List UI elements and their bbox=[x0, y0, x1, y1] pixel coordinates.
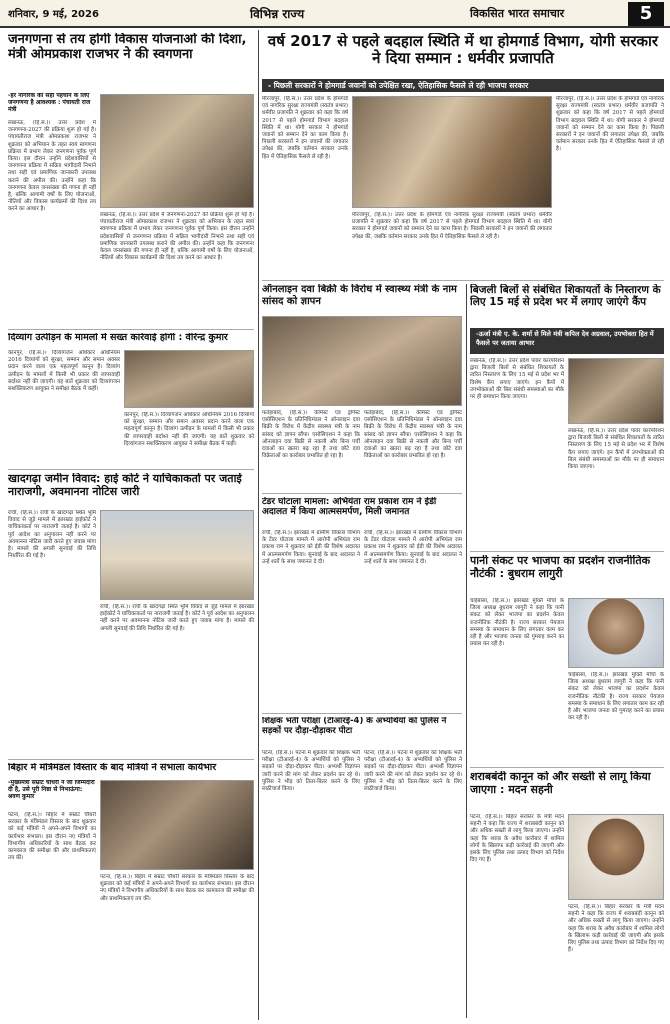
photo-portrait-lagoori bbox=[568, 598, 664, 668]
article-divyang-body: कानपुर, (हि.स.)। दिव्यांगजन अधिकार अधिनियम 2016 दिव्यांगों को सुरक्षा, सम्मान और समान अवसर प्रदान करने वाला एक महत्वपूर्ण कानून है। दिव्यांग उत्पीड़न के मामलों में किसी भी प्रकार की लापरवाही बर्दाश्त नहीं की जाएगी। यह बातें शुक्रवार को दिव्यांगजन सशक्तिकरण आयुक्त ने समीक्षा बैठक में कहीं। bbox=[8, 350, 120, 393]
article-homeguard-strap: - पिछली सरकारों ने होमगार्ड जवानों को उपेक्षित रखा, ऐतिहासिक फैसले ले रही भाजपा सरकार bbox=[262, 79, 664, 92]
column-divider bbox=[258, 30, 259, 1020]
page-header bbox=[0, 0, 670, 28]
article-court-body-cont: रांची, (हि.स.)। रांची के खादगढ़ा स्थित भूमि विवाद से जुड़े मामले में झारखंड हाईकोर्ट ने याचिकाकर्ता पर नाराजगी जताई है। कोर्ट ने पूर्व आदेश का अनुपालन नहीं करने पर अवमानना नोटिस जारी करते हुए जवाब मांगा है। मामले की अगली सुनवाई की तिथि निर्धारित की गई है। bbox=[100, 604, 254, 632]
article-divyang-headline: दिव्यांग उत्पीड़न के मामलों में सख्त कार्रवाई होगी : वीरेन्द्र कुमार bbox=[8, 333, 228, 343]
divider bbox=[8, 329, 254, 330]
article-water-headline: पानी संकट पर भाजपा का प्रदर्शन राजनीतिक नौटंकी : बुधराम लागुरी bbox=[470, 555, 651, 580]
article-homeguard-body: मीरजापुर, (हि.स.)। उत्तर प्रदेश के होमगार्ड एवं नागरिक सुरक्षा राज्यमंत्री (स्वतंत्र प्रभार) धर्मवीर प्रजापति ने शुक्रवार को कहा कि वर्ष 2017 से पहले होमगार्ड विभाग बदहाल स्थिति में था। योगी सरकार ने होमगार्ड जवानों को सम्मान देने का काम किया है। पिछली सरकारों ने इन जवानों की लगातार उपेक्षा की, जबकि वर्तमान सरकार उनके हित में ऐतिहासिक फैसले ले रही है। bbox=[262, 96, 348, 160]
article-electricity-body-cont: लखनऊ, (हि.स.)। उत्तर प्रदेश पावर कारपोरेशन द्वारा बिजली बिलों से संबंधित शिकायतों के त्वरित निस्तारण के लिए 15 मई से प्रदेश भर में विशेष कैंप लगाए जाएंगे। इन कैंपों में उपभोक्ताओं की बिल संबंधी समस्याओं का मौके पर ही समाधान किया जाएगा। bbox=[568, 428, 664, 471]
issue-date: शनिवार, 9 मई, 2026 bbox=[8, 9, 99, 20]
article-chemist-body: फतेहाबाद, (हि.स.)। केमिस्ट एंड ड्रगिस्ट एसोसिएशन के प्रतिनिधिमंडल ने ऑनलाइन दवा बिक्री के विरोध में केंद्रीय स्वास्थ्य मंत्री के नाम सांसद को ज्ञापन सौंपा। एसोसिएशन ने कहा कि ऑनलाइन दवा बिक्री से नकली और बिना पर्ची दवाओं का खतरा बढ़ रहा है तथा छोटे दवा विक्रेताओं का कारोबार प्रभावित हो रहा है। bbox=[262, 410, 360, 460]
article-liquor-body-cont: पटना, (हि.स.)। बिहार सरकार के मंत्री मदन सहनी ने कहा कि राज्य में शराबबंदी कानून को और अधिक सख्ती से लागू किया जाएगा। उन्होंने कहा कि शराब के अवैध कारोबार में शामिल लोगों के खिलाफ कड़ी कार्रवाई की जाएगी और इसके लिए पुलिस तथा उत्पाद विभाग को निर्देश दिए गए हैं। bbox=[568, 904, 664, 954]
article-homeguard-body-col3: मीरजापुर, (हि.स.)। उत्तर प्रदेश के होमगार्ड एवं नागरिक सुरक्षा राज्यमंत्री (स्वतंत्र प्रभार) धर्मवीर प्रजापति ने शुक्रवार को कहा कि वर्ष 2017 से पहले होमगार्ड विभाग बदहाल स्थिति में था। योगी सरकार ने होमगार्ड जवानों को सम्मान देने का काम किया है। पिछली सरकारों ने इन जवानों की लगातार उपेक्षा की, जबकि वर्तमान सरकार उनके हित में ऐतिहासिक फैसले ले रही है। bbox=[556, 96, 664, 153]
article-court-headline: खादगढ़ा जमीन विवाद: हाई कोर्ट ने याचिकाकर्ता पर जताई नाराजगी, अवमानना नोटिस जारी bbox=[8, 473, 242, 498]
photo-bihar-ministers bbox=[100, 780, 254, 870]
photo-minister-meeting bbox=[568, 358, 664, 424]
page-number: 5 bbox=[628, 2, 664, 26]
article-tender-body: रांची, (हि.स.)। झारखंड में ग्रामीण विकास विभाग के टेंडर घोटाला मामले में आरोपी अभियंता राम प्रकाश राम ने शुक्रवार को ईडी की विशेष अदालत में आत्मसमर्पण किया। सुनवाई के बाद अदालत ने उन्हें शर्तों के साथ जमानत दे दी। bbox=[262, 530, 360, 565]
publication-name: विकसित भारत समाचार bbox=[470, 7, 565, 20]
article-electricity-strap: -ऊर्जा मंत्री ए. के. शर्मा से मिले मंत्री कपिल देव अग्रवाल, उपभोक्ता हित में फैसले पर जताया आभार bbox=[470, 328, 664, 354]
divider bbox=[470, 767, 664, 768]
divider bbox=[262, 493, 462, 494]
article-chemist-body-cont: फतेहाबाद, (हि.स.)। केमिस्ट एंड ड्रगिस्ट एसोसिएशन के प्रतिनिधिमंडल ने ऑनलाइन दवा बिक्री के विरोध में केंद्रीय स्वास्थ्य मंत्री के नाम सांसद को ज्ञापन सौंपा। एसोसिएशन ने कहा कि ऑनलाइन दवा बिक्री से नकली और बिना पर्ची दवाओं का खतरा बढ़ रहा है तथा छोटे दवा विक्रेताओं का कारोबार प्रभावित हो रहा है। bbox=[364, 410, 462, 460]
article-teacher-headline: शिक्षक भर्ती परीक्षा (टीआरई-4) के अभ्यर्थियों को पुलिस ने सड़कों पर दौड़ा-दौड़ाकर पीटा bbox=[262, 717, 447, 736]
article-bihar-headline: बिहार में मंत्रिमंडल विस्तार के बाद मंत्रियों ने संभाला कार्यभार bbox=[8, 763, 217, 773]
article-electricity-body: लखनऊ, (हि.स.)। उत्तर प्रदेश पावर कारपोरेशन द्वारा बिजली बिलों से संबंधित शिकायतों के त्वरित निस्तारण के लिए 15 मई से प्रदेश भर में विशेष कैंप लगाए जाएंगे। इन कैंपों में उपभोक्ताओं की बिल संबंधी समस्याओं का मौके पर ही समाधान किया जाएगा। bbox=[470, 358, 564, 401]
article-liquor-body: पटना, (हि.स.)। बिहार सरकार के मंत्री मदन सहनी ने कहा कि राज्य में शराबबंदी कानून को और अधिक सख्ती से लागू किया जाएगा। उन्होंने कहा कि शराब के अवैध कारोबार में शामिल लोगों के खिलाफ कड़ी कार्रवाई की जाएगी और इसके लिए पुलिस तथा उत्पाद विभाग को निर्देश दिए गए हैं। bbox=[470, 814, 564, 864]
divider bbox=[8, 469, 254, 470]
article-bihar-body-cont: पटना, (हि.स.)। बिहार में सम्राट चौधरी सरकार के मंत्रिमंडल विस्तार के बाद शुक्रवार को कई मंत्रियों ने अपने-अपने विभागों का कार्यभार संभाला। इस दौरान नए मंत्रियों ने विभागीय अधिकारियों के साथ बैठक कर कामकाज की समीक्षा की और प्राथमिकताएं तय कीं। bbox=[100, 874, 254, 902]
article-electricity-headline: बिजली बिलों से संबंधित शिकायतों के निस्तारण के लिए 15 मई से प्रदेश भर में लगाए जाएंगे कैंप bbox=[470, 284, 661, 309]
column-divider bbox=[466, 284, 467, 1018]
photo-minister-census bbox=[100, 94, 254, 208]
article-census-headline: जनगणना से तय होगी विकास योजनाओं की दिशा, मंत्री ओमप्रकाश राजभर ने की स्वगणना bbox=[8, 33, 247, 62]
article-tender-body-cont: रांची, (हि.स.)। झारखंड में ग्रामीण विकास विभाग के टेंडर घोटाला मामले में आरोपी अभियंता राम प्रकाश राम ने शुक्रवार को ईडी की विशेष अदालत में आत्मसमर्पण किया। सुनवाई के बाद अदालत ने उन्हें शर्तों के साथ जमानत दे दी। bbox=[364, 530, 462, 565]
divider bbox=[8, 759, 254, 760]
article-water-body: चाईबासा, (हि.स.)। झारखंड मुक्ति मोर्चा के जिला अध्यक्ष बुधराम लागुरी ने कहा कि पानी संकट को लेकर भाजपा का प्रदर्शन केवल राजनीतिक नौटंकी है। राज्य सरकार पेयजल समस्या के समाधान के लिए लगातार काम कर रही है और भाजपा जनता को गुमराह करने का प्रयास कर रही है। bbox=[470, 598, 564, 648]
article-bihar-byline: -मुख्यमंत्री सम्राट चौधरी ने जो जिम्मेदारी दी है, उसे पूरी निष्ठा से निभाऊंगा: श्रवण कुमार bbox=[8, 780, 95, 800]
article-liquor-headline: शराबबंदी कानून को और सख्ती से लागू किया जाएगा : मदन सहनी bbox=[470, 771, 651, 796]
divider bbox=[262, 280, 664, 281]
article-bihar-body: पटना, (हि.स.)। बिहार में सम्राट चौधरी सरकार के मंत्रिमंडल विस्तार के बाद शुक्रवार को कई मंत्रियों ने अपने-अपने विभागों का कार्यभार संभाला। इस दौरान नए मंत्रियों ने विभागीय अधिकारियों के साथ बैठक कर कामकाज की समीक्षा की और प्राथमिकताएं तय कीं। bbox=[8, 812, 96, 862]
article-water-body-cont: चाईबासा, (हि.स.)। झारखंड मुक्ति मोर्चा के जिला अध्यक्ष बुधराम लागुरी ने कहा कि पानी संकट को लेकर भाजपा का प्रदर्शन केवल राजनीतिक नौटंकी है। राज्य सरकार पेयजल समस्या के समाधान के लिए लगातार काम कर रही है और भाजपा जनता को गुमराह करने का प्रयास कर रही है। bbox=[568, 672, 664, 722]
photo-court-building bbox=[100, 510, 254, 600]
article-census-body: लखनऊ, (हि.स.)। उत्तर प्रदेश में जनगणना-2027 की प्रक्रिया शुरू हो गई है। पंचायतीराज मंत्री ओमप्रकाश राजभर ने शुक्रवार को अभियान के तहत स्वयं स्वगणना प्रक्रिया में प्रभाग लेकर जनगणना पूर्वक पूर्ण किया। इस दौरान उन्होंने प्रदेशवासियों से जनगणना प्रक्रिया में सक्रिय भागीदारी निभाने तथा सही एवं प्रमाणिक जानकारी उपलब्ध कराने की अपील की। उन्होंने कहा कि जनगणना केवल जनसंख्या की गणना ही नहीं है, बल्कि आगामी वर्षों के लिए योजनाओं, नीतियों और विकास कार्यक्रमों की दिशा तय करने का आधार है। bbox=[8, 120, 96, 213]
article-homeguard-body-cont: मीरजापुर, (हि.स.)। उत्तर प्रदेश के होमगार्ड एवं नागरिक सुरक्षा राज्यमंत्री (स्वतंत्र प्रभार) धर्मवीर प्रजापति ने शुक्रवार को कहा कि वर्ष 2017 से पहले होमगार्ड विभाग बदहाल स्थिति में था। योगी सरकार ने होमगार्ड जवानों को सम्मान देने का काम किया है। पिछली सरकारों ने इन जवानों की लगातार उपेक्षा की, जबकि वर्तमान सरकार उनके हित में ऐतिहासिक फैसले ले रही है। bbox=[352, 212, 552, 240]
photo-homeguard-event bbox=[352, 96, 552, 208]
section-title: विभिन्न राज्य bbox=[250, 7, 305, 21]
article-court-body: रांची, (हि.स.)। रांची के खादगढ़ा स्थित भूमि विवाद से जुड़े मामले में झारखंड हाईकोर्ट ने याचिकाकर्ता पर नाराजगी जताई है। कोर्ट ने पूर्व आदेश का अनुपालन नहीं करने पर अवमानना नोटिस जारी करते हुए जवाब मांगा है। मामले की अगली सुनवाई की तिथि निर्धारित की गई है। bbox=[8, 510, 96, 560]
article-census-body-cont: लखनऊ, (हि.स.)। उत्तर प्रदेश में जनगणना-2027 की प्रक्रिया शुरू हो गई है। पंचायतीराज मंत्री ओमप्रकाश राजभर ने शुक्रवार को अभियान के तहत स्वयं स्वगणना प्रक्रिया में प्रभाग लेकर जनगणना पूर्वक पूर्ण किया। इस दौरान उन्होंने प्रदेशवासियों से जनगणना प्रक्रिया में सक्रिय भागीदारी निभाने तथा सही एवं प्रमाणिक जानकारी उपलब्ध कराने की अपील की। उन्होंने कहा कि जनगणना केवल जनसंख्या की गणना ही नहीं है, बल्कि आगामी वर्षों के लिए योजनाओं, नीतियों और विकास कार्यक्रमों की दिशा तय करने का आधार है। bbox=[100, 212, 254, 262]
article-homeguard-headline: वर्ष 2017 से पहले बदहाल स्थिति में था होमगार्ड विभाग, योगी सरकार ने दिया सम्मान : धर्मवीर प्रजापति bbox=[267, 33, 659, 68]
article-teacher-body-cont: पटना, (हि.स.)। पटना में शुक्रवार को शिक्षक भर्ती परीक्षा (टीआरई-4) के अभ्यर्थियों को पुलिस ने सड़कों पर दौड़ा-दौड़ाकर पीटा। अभ्यर्थी विज्ञापन जारी करने की मांग को लेकर प्रदर्शन कर रहे थे। पुलिस ने भीड़ को तितर-बितर करने के लिए लाठीचार्ज किया। bbox=[364, 750, 462, 793]
divider bbox=[470, 551, 664, 552]
article-tender-headline: टेंडर घोटाला मामला: अभियंता राम प्रकाश राम ने ईडी अदालत में किया आत्मसमर्पण, मिली जमानत bbox=[262, 497, 437, 518]
photo-chemist-memo bbox=[262, 316, 462, 406]
photo-portrait-sahni bbox=[568, 814, 664, 900]
article-chemist-headline: ऑनलाइन दवा बिक्री के विरोध में स्वास्थ्य मंत्री के नाम सांसद को ज्ञापन bbox=[262, 284, 457, 307]
article-divyang-body-cont: कानपुर, (हि.स.)। दिव्यांगजन अधिकार अधिनियम 2016 दिव्यांगों को सुरक्षा, सम्मान और समान अवसर प्रदान करने वाला एक महत्वपूर्ण कानून है। दिव्यांग उत्पीड़न के मामलों में किसी भी प्रकार की लापरवाही बर्दाश्त नहीं की जाएगी। यह बातें शुक्रवार को दिव्यांगजन सशक्तिकरण आयुक्त ने समीक्षा बैठक में कहीं। bbox=[124, 412, 254, 447]
article-census-byline: -हर नागरिक की सही पहचान के लिए जनगणना है आवश्यक : पंचायती राज मंत्री bbox=[8, 93, 91, 113]
divider bbox=[262, 713, 462, 714]
photo-divyang-meeting bbox=[124, 350, 254, 408]
article-teacher-body: पटना, (हि.स.)। पटना में शुक्रवार को शिक्षक भर्ती परीक्षा (टीआरई-4) के अभ्यर्थियों को पुलिस ने सड़कों पर दौड़ा-दौड़ाकर पीटा। अभ्यर्थी विज्ञापन जारी करने की मांग को लेकर प्रदर्शन कर रहे थे। पुलिस ने भीड़ को तितर-बितर करने के लिए लाठीचार्ज किया। bbox=[262, 750, 360, 793]
